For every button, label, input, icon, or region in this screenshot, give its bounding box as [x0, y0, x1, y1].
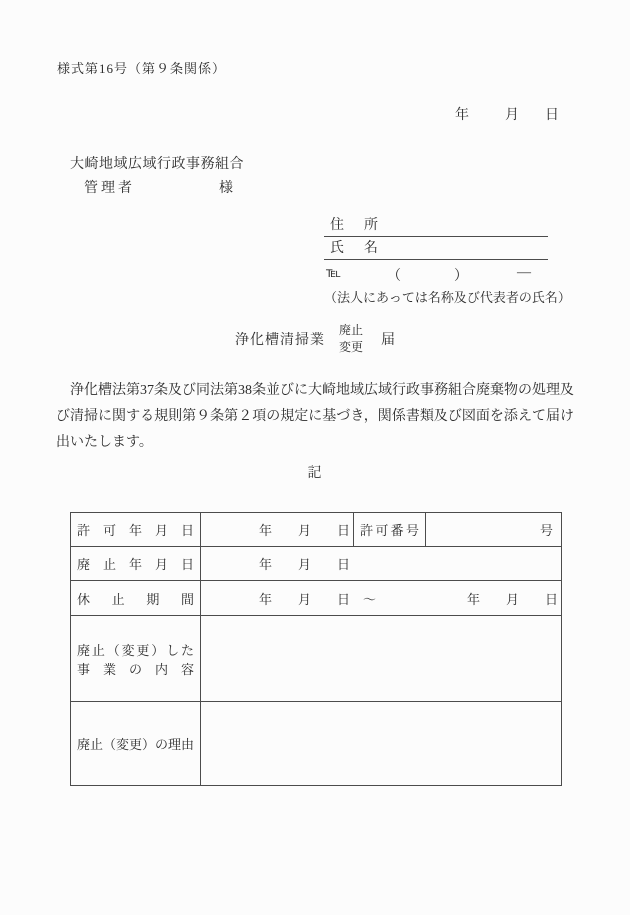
- tel-paren-open: （: [387, 269, 401, 284]
- permit-number-label: 許可番号: [354, 513, 426, 547]
- submission-date-line: [0, 104, 630, 124]
- title-business: 浄化槽清掃業: [234, 333, 325, 349]
- address-field: 住 所: [324, 214, 548, 237]
- table-row-permit-date: [71, 513, 562, 547]
- addressee-organization: 大崎地域広域行政事務組合: [70, 157, 244, 172]
- corporate-note: （法人にあっては名称及び代表者の氏名）: [324, 290, 571, 305]
- tel-paren-close: ）: [454, 269, 468, 284]
- date-year-label: 年: [455, 108, 469, 123]
- abolition-reason-value: [201, 702, 562, 786]
- title-option-change: 変更: [338, 340, 363, 355]
- abolition-date-value: 年 月 日: [201, 547, 562, 581]
- document-title: [0, 322, 630, 357]
- honorific-label: 様: [219, 181, 233, 196]
- abolition-date-label: 廃止年月日: [71, 547, 201, 581]
- abolished-business-value: [201, 616, 562, 702]
- name-field: 氏 名: [324, 237, 548, 260]
- permit-date-value: 年 月 日: [201, 513, 354, 547]
- table-row-suspension-period: [71, 581, 562, 616]
- addressee-line: [84, 177, 233, 197]
- title-suffix: 届: [381, 333, 395, 349]
- date-month-label: 月: [505, 108, 519, 123]
- table-row-abolition-reason: [71, 702, 562, 786]
- abolished-business-label-line1: 廃止（変更）した: [77, 642, 194, 658]
- manager-label: 管理者: [84, 181, 135, 196]
- tel-dash: ―: [517, 265, 531, 280]
- table-row-abolition-date: [71, 547, 562, 581]
- form-table: [70, 512, 562, 786]
- abolished-business-label: [71, 616, 201, 702]
- ki-label: 記: [307, 466, 323, 481]
- body-paragraph: 浄化槽法第37条及び同法第38条並びに大崎地域広域行政事務組合廃棄物の処理及び清掃に関する規則第９条第２項の規定に基づき，関係書類及び図面を添えて届け出いたします。: [56, 383, 574, 450]
- abolition-reason-label: 廃止（変更）の理由: [71, 702, 201, 786]
- suspension-period-value: 年 月 日 ～ 年 月 日: [201, 581, 562, 616]
- tel-icon: ℡: [326, 266, 342, 281]
- tel-field: [324, 262, 548, 286]
- suspension-period-label: 休止期間: [71, 581, 201, 616]
- title-option-abolition: 廃止: [338, 323, 363, 337]
- abolished-business-label-line2: 事業の内容: [77, 661, 194, 677]
- permit-number-value: 号: [426, 513, 562, 547]
- applicant-block: [324, 214, 548, 286]
- date-day-label: 日: [545, 108, 559, 123]
- permit-date-label: 許可年月日: [71, 513, 201, 547]
- form-number: 様式第16号（第９条関係）: [57, 61, 227, 76]
- table-row-abolished-business: [71, 616, 562, 702]
- title-option-stack: [339, 322, 363, 357]
